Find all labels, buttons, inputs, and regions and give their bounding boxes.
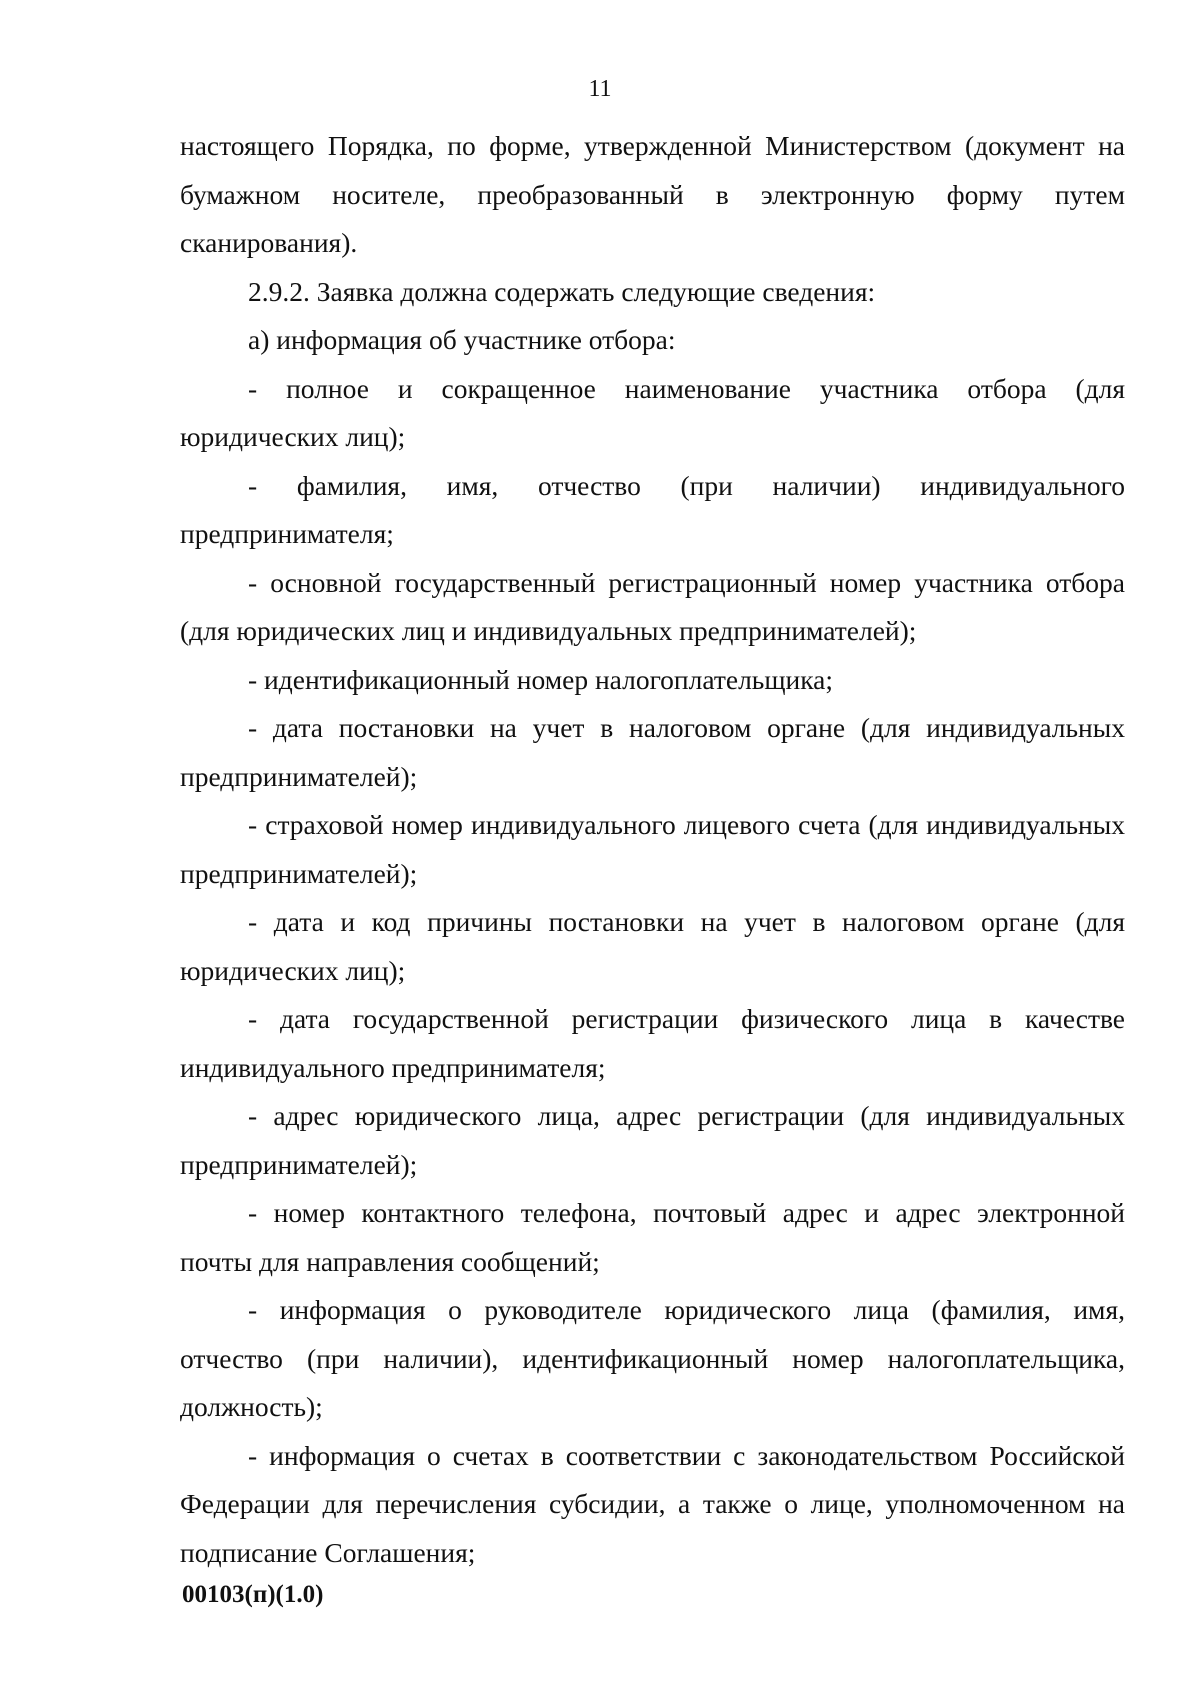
list-item: - полное и сокращенное наименование участника отбора (для юридических лиц); bbox=[180, 372, 1125, 452]
list-item: - дата и код причины постановки на учет в налоговом органе (для юридических лиц); bbox=[180, 906, 1125, 986]
list-item: - дата государственной регистрации физического лица в качестве индивидуального предпринимателя; bbox=[180, 1003, 1125, 1083]
list-item: - дата постановки на учет в налоговом органе (для индивидуальных предпринимателей); bbox=[180, 712, 1125, 792]
document-body bbox=[180, 122, 1125, 1577]
paragraph-subitem-a: а) информация об участнике отбора: bbox=[248, 324, 676, 355]
list-item: - фамилия, имя, отчество (при наличии) индивидуального предпринимателя; bbox=[180, 469, 1125, 549]
paragraph-section-2-9-2: 2.9.2. Заявка должна содержать следующие сведения: bbox=[248, 275, 876, 307]
list-item: - страховой номер индивидуального лицевого счета (для индивидуальных предпринимателей); bbox=[180, 809, 1125, 889]
list-item: - информация о руководителе юридического лица (фамилия, имя, отчество (при наличии), идентификационный номер налогоплательщика, должность); bbox=[180, 1294, 1125, 1422]
document-code: 00103(п)(1.0) bbox=[182, 1581, 324, 1608]
list-item: - информация о счетах в соответствии с законодательством Российской Федерации для перечисления субсидии, а также о лице, уполномоченном на подписание Соглашения; bbox=[180, 1439, 1125, 1568]
list-item: - номер контактного телефона, почтовый адрес и адрес электронной почты для направления сообщений; bbox=[180, 1197, 1125, 1277]
list-item: - адрес юридического лица, адрес регистрации (для индивидуальных предпринимателей); bbox=[180, 1100, 1125, 1180]
page-number: 11 bbox=[588, 76, 612, 102]
list-item: - основной государственный регистрационный номер участника отбора (для юридических лиц и индивидуальных предпринимателей); bbox=[180, 566, 1125, 646]
list-item: - идентификационный номер налогоплательщика; bbox=[248, 663, 834, 695]
paragraph-continuation: настоящего Порядка, по форме, утвержденной Министерством (документ на бумажном носителе, преобразованный в электронную форму путем сканирования). bbox=[180, 130, 1125, 258]
